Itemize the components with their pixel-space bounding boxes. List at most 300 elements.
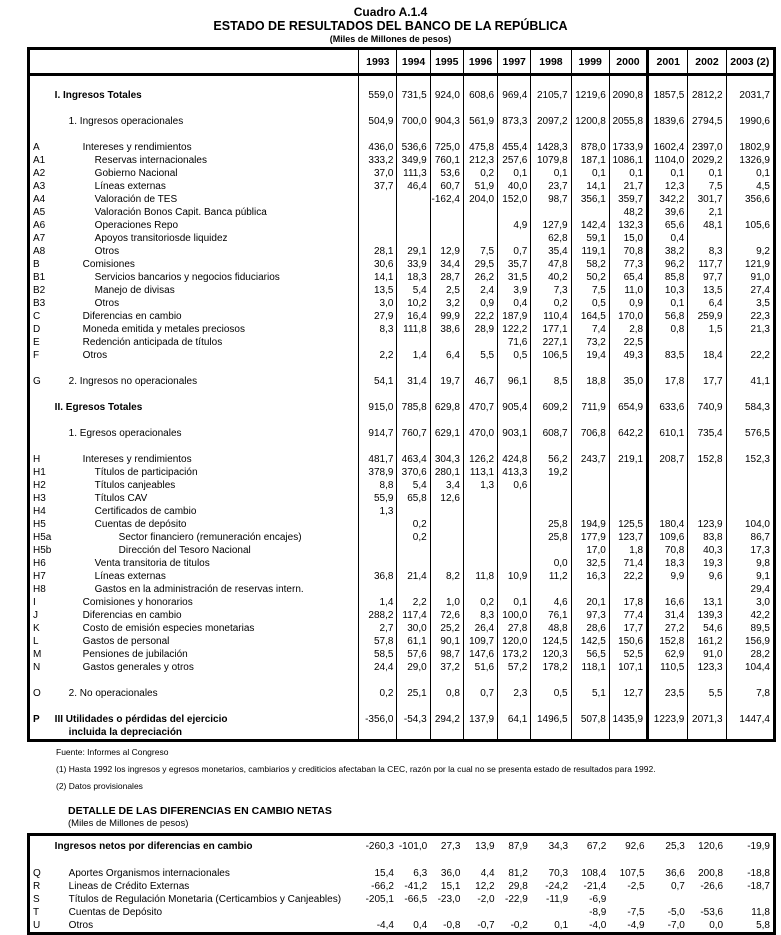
- cell-value: [648, 414, 688, 427]
- cell-value: 62,9: [648, 648, 688, 661]
- cell-value: [648, 492, 688, 505]
- cell-value: [430, 674, 463, 687]
- cell-value: 18,3: [648, 557, 688, 570]
- table-row: [29, 609, 775, 622]
- cell-value: [463, 583, 497, 596]
- cell-value: 36,0: [440, 868, 461, 879]
- row-code: A7: [33, 233, 46, 244]
- cell-value: 725,0: [430, 141, 463, 154]
- cell-value: 48,1: [688, 219, 726, 232]
- cell-value: 504,9: [359, 115, 397, 128]
- cell-value: [571, 466, 609, 479]
- cell-value: 29,5: [463, 258, 497, 271]
- cell-value: 1223,9: [648, 713, 688, 726]
- cell-value: 70,8: [609, 245, 647, 258]
- cell-value: 1435,9: [609, 713, 647, 726]
- cell-value: 0,1: [648, 297, 688, 310]
- cell-value: [430, 362, 463, 375]
- cell-value: [688, 674, 726, 687]
- cell-value: 559,0: [359, 89, 397, 102]
- cell-value: 39,6: [648, 206, 688, 219]
- cell-value: 72,6: [430, 609, 463, 622]
- row-code: [29, 427, 55, 440]
- cell-value: 3,2: [430, 297, 463, 310]
- row-label: Líneas externas: [94, 571, 166, 582]
- cell-value: [688, 128, 726, 141]
- table-row: [29, 583, 775, 596]
- row-label: Pensiones de jubilación: [82, 649, 188, 660]
- cell-value: [726, 674, 774, 687]
- table-row: [29, 232, 775, 245]
- cell-value: 98,7: [531, 193, 571, 206]
- cell-value: 60,7: [430, 180, 463, 193]
- cell-value: 34,3: [548, 841, 569, 852]
- cell-value: 2029,2: [688, 154, 726, 167]
- cell-value: [531, 440, 571, 453]
- cell-value: 48,8: [531, 622, 571, 635]
- table-row: [29, 401, 775, 414]
- table-row: [29, 596, 775, 609]
- cell-value: 96,1: [498, 375, 531, 388]
- row-code: [29, 89, 55, 102]
- cell-value: 109,7: [463, 635, 497, 648]
- cell-value: 1,3: [463, 479, 497, 492]
- cell-value: [609, 466, 647, 479]
- cell-value: 15,1: [440, 881, 461, 892]
- row-code: [29, 854, 55, 867]
- cell-value: [531, 505, 571, 518]
- cell-value: 31,5: [498, 271, 531, 284]
- cell-value: [571, 128, 609, 141]
- cell-value: [609, 674, 647, 687]
- spacer-row: [29, 440, 775, 453]
- cell-value: 124,5: [531, 635, 571, 648]
- row-code: [29, 414, 55, 427]
- cell-value: 55,9: [359, 492, 397, 505]
- cell-value: 0,1: [648, 167, 688, 180]
- cell-value: 873,3: [498, 115, 531, 128]
- cell-value: 301,7: [688, 193, 726, 206]
- cell-value: 0,7: [498, 245, 531, 258]
- cell-value: [648, 466, 688, 479]
- cell-value: 29,4: [726, 583, 774, 596]
- cell-value: -7,5: [627, 907, 645, 918]
- table-row: [29, 453, 775, 466]
- cell-value: 1428,3: [531, 141, 571, 154]
- cell-value: 36,8: [359, 570, 397, 583]
- cell-value: [688, 492, 726, 505]
- table-row: [29, 880, 775, 893]
- cell-value: [726, 102, 774, 115]
- cell-value: 64,1: [498, 713, 531, 726]
- cell-value: 152,8: [648, 635, 688, 648]
- cell-value: 200,8: [698, 868, 724, 879]
- cell-value: 903,1: [498, 427, 531, 440]
- cell-value: 77,4: [609, 609, 647, 622]
- cell-value: 0,2: [531, 297, 571, 310]
- cell-value: 85,8: [648, 271, 688, 284]
- cell-value: 1326,9: [726, 154, 774, 167]
- cell-value: 122,2: [498, 323, 531, 336]
- cell-value: 413,3: [498, 466, 531, 479]
- cell-value: 17,8: [648, 375, 688, 388]
- cell-value: 576,5: [726, 427, 774, 440]
- cell-value: 28,9: [463, 323, 497, 336]
- cell-value: 126,2: [463, 453, 497, 466]
- cell-value: 2,7: [359, 622, 397, 635]
- cell-value: 584,3: [726, 401, 774, 414]
- cell-value: [430, 700, 463, 713]
- row-label: Apoyos transitoriosde liquidez: [94, 233, 228, 244]
- cell-value: 16,3: [571, 570, 609, 583]
- cell-value: 178,2: [531, 661, 571, 674]
- cell-value: [726, 700, 774, 713]
- row-code: R: [33, 881, 41, 892]
- cell-value: 81,2: [508, 868, 528, 879]
- cell-value: [571, 492, 609, 505]
- cell-value: [430, 206, 463, 219]
- row-label: Gastos en la administración de reservas intern.: [94, 584, 304, 595]
- table-row: [29, 115, 775, 128]
- cell-value: 65,4: [609, 271, 647, 284]
- table-row: [29, 154, 775, 167]
- cell-value: 123,9: [688, 518, 726, 531]
- cell-value: [726, 362, 774, 375]
- cell-value: -6,9: [589, 894, 607, 905]
- cell-value: 7,8: [726, 687, 774, 700]
- cell-value: [430, 219, 463, 232]
- row-label: [55, 700, 359, 713]
- cell-value: 5,4: [397, 479, 430, 492]
- cell-value: [498, 700, 531, 713]
- cell-value: 58,2: [571, 258, 609, 271]
- cell-value: 19,7: [430, 375, 463, 388]
- cell-value: [397, 505, 430, 518]
- cell-value: [397, 700, 430, 713]
- cell-value: [531, 362, 571, 375]
- cell-value: 1990,6: [726, 115, 774, 128]
- row-label: Diferencias en cambio: [82, 311, 182, 322]
- cell-value: 370,6: [397, 466, 430, 479]
- cell-value: 187,1: [571, 154, 609, 167]
- row-code: L: [33, 636, 39, 647]
- cell-value: 25,8: [531, 518, 571, 531]
- table-row: [29, 713, 775, 726]
- spacer-row: [29, 362, 775, 375]
- cell-value: [571, 440, 609, 453]
- cell-value: 1,4: [397, 349, 430, 362]
- cell-value: 19,3: [688, 557, 726, 570]
- cell-value: 38,2: [648, 245, 688, 258]
- cell-value: [726, 854, 774, 867]
- cell-value: 735,4: [688, 427, 726, 440]
- cell-value: 0,1: [498, 596, 531, 609]
- cell-value: 40,0: [498, 180, 531, 193]
- cell-value: 633,6: [648, 401, 688, 414]
- cell-value: 117,7: [688, 258, 726, 271]
- cell-value: 259,9: [688, 310, 726, 323]
- cell-value: [430, 440, 463, 453]
- cell-value: [359, 232, 397, 245]
- cell-value: 7,5: [571, 284, 609, 297]
- cell-value: 4,9: [498, 219, 531, 232]
- cell-value: [498, 75, 531, 90]
- cell-value: 32,5: [571, 557, 609, 570]
- cell-value: [531, 128, 571, 141]
- cell-value: 760,1: [430, 154, 463, 167]
- cell-value: [397, 102, 430, 115]
- cell-value: 14,1: [359, 271, 397, 284]
- cell-value: 46,4: [397, 180, 430, 193]
- table-row: [29, 518, 775, 531]
- cell-value: 359,7: [609, 193, 647, 206]
- cell-value: [430, 531, 463, 544]
- cell-value: [648, 583, 688, 596]
- cell-value: 34,4: [430, 258, 463, 271]
- cell-value: [571, 700, 609, 713]
- cell-value: 333,2: [359, 154, 397, 167]
- cell-value: 356,1: [571, 193, 609, 206]
- cell-value: [531, 388, 571, 401]
- cell-value: [498, 726, 531, 741]
- cell-value: [463, 906, 497, 919]
- row-code: H4: [33, 506, 46, 517]
- row-code: P: [33, 714, 40, 725]
- cell-value: 6,3: [413, 868, 428, 879]
- cell-value: [531, 414, 571, 427]
- cell-value: 14,1: [571, 180, 609, 193]
- cell-value: [531, 700, 571, 713]
- cell-value: [359, 336, 397, 349]
- cell-value: 610,1: [648, 427, 688, 440]
- cell-value: 36,6: [665, 868, 685, 879]
- cell-value: 0,7: [670, 881, 685, 892]
- cell-value: [688, 479, 726, 492]
- cell-value: [430, 557, 463, 570]
- cell-value: 5,8: [756, 920, 770, 931]
- row-code: B3: [33, 298, 46, 309]
- cell-value: [609, 414, 647, 427]
- cell-value: 1802,9: [726, 141, 774, 154]
- cell-value: 1857,5: [648, 89, 688, 102]
- row-label: Valoración Bonos Capit. Banca pública: [94, 207, 267, 218]
- cell-value: 969,4: [498, 89, 531, 102]
- cell-value: [648, 479, 688, 492]
- cell-value: [463, 388, 497, 401]
- cell-value: -11,9: [546, 894, 569, 905]
- cell-value: 2055,8: [609, 115, 647, 128]
- cell-value: -5,0: [667, 907, 685, 918]
- cell-value: 161,2: [688, 635, 726, 648]
- cell-value: 1,8: [609, 544, 647, 557]
- cell-value: 561,9: [463, 115, 497, 128]
- cell-value: 0,9: [463, 297, 497, 310]
- cell-value: 180,4: [648, 518, 688, 531]
- cell-value: 0,1: [498, 167, 531, 180]
- cell-value: 89,5: [726, 622, 774, 635]
- cell-value: 27,8: [498, 622, 531, 635]
- cell-value: -0,8: [443, 920, 461, 931]
- spacer-row: [29, 102, 775, 115]
- year-header-1994: 1994: [397, 49, 430, 75]
- row-label: Certificados de cambio: [94, 506, 197, 517]
- cell-value: [498, 492, 531, 505]
- cell-value: 13,5: [688, 284, 726, 297]
- row-label: Venta transitoria de titulos: [94, 558, 210, 569]
- source-note: Fuente: Informes al Congreso: [56, 747, 169, 757]
- year-header-2002: 2002: [688, 49, 726, 75]
- cell-value: 0,1: [571, 167, 609, 180]
- cell-value: 107,5: [619, 868, 645, 879]
- cell-value: 42,2: [726, 609, 774, 622]
- cell-value: [498, 906, 531, 919]
- cell-value: [688, 583, 726, 596]
- cell-value: [397, 440, 430, 453]
- cell-value: 0,1: [726, 167, 774, 180]
- cell-value: [463, 440, 497, 453]
- cell-value: 0,9: [609, 297, 647, 310]
- cell-value: 11,2: [531, 570, 571, 583]
- cell-value: [397, 193, 430, 206]
- cell-value: 98,7: [430, 648, 463, 661]
- cell-value: 0,5: [498, 349, 531, 362]
- cell-value: 65,8: [397, 492, 430, 505]
- cell-value: 904,3: [430, 115, 463, 128]
- cell-value: 10,9: [498, 570, 531, 583]
- cell-value: [498, 674, 531, 687]
- row-label: 1. Egresos operacionales: [68, 428, 182, 439]
- cell-value: 56,5: [571, 648, 609, 661]
- cell-value: [359, 362, 397, 375]
- cell-value: 0,1: [609, 167, 647, 180]
- row-label: Moneda emitida y metales preciosos: [82, 324, 245, 335]
- cell-value: 73,2: [571, 336, 609, 349]
- cell-value: 120,6: [698, 841, 724, 852]
- cell-value: [609, 440, 647, 453]
- cell-value: [397, 362, 430, 375]
- row-label: 2. Ingresos no operacionales: [68, 376, 198, 387]
- cell-value: 25,3: [665, 841, 685, 852]
- table-row: [29, 726, 775, 741]
- cell-value: 2071,3: [688, 713, 726, 726]
- cell-value: [571, 726, 609, 741]
- cell-value: -0,7: [477, 920, 495, 931]
- spacer-row: [29, 414, 775, 427]
- cell-value: 27,3: [440, 841, 461, 852]
- cell-value: 108,4: [581, 868, 607, 879]
- cell-value: [571, 75, 609, 90]
- cell-value: [688, 232, 726, 245]
- cell-value: [397, 854, 430, 867]
- cell-value: 2,1: [688, 206, 726, 219]
- cell-value: 30,6: [359, 258, 397, 271]
- cell-value: 23,7: [531, 180, 571, 193]
- cell-value: [359, 206, 397, 219]
- cell-value: 52,5: [609, 648, 647, 661]
- cell-value: 137,9: [463, 713, 497, 726]
- cell-value: 121,9: [726, 258, 774, 271]
- cell-value: 41,1: [726, 375, 774, 388]
- spacer-row: [29, 388, 775, 401]
- cell-value: [726, 388, 774, 401]
- cell-value: -24,2: [545, 881, 569, 892]
- row-code: H5b: [33, 545, 52, 556]
- unit-label: (Miles de Millones de pesos): [329, 34, 452, 44]
- cell-value: 37,0: [359, 167, 397, 180]
- cell-value: [397, 128, 430, 141]
- cell-value: 152,3: [726, 453, 774, 466]
- cell-value: 22,3: [726, 310, 774, 323]
- cell-value: [648, 336, 688, 349]
- cell-value: 71,4: [609, 557, 647, 570]
- cell-value: 109,6: [648, 531, 688, 544]
- year-header-2000: 2000: [609, 49, 647, 75]
- cell-value: 29,0: [397, 661, 430, 674]
- cell-value: [359, 193, 397, 206]
- cell-value: 40,2: [531, 271, 571, 284]
- cell-value: 28,2: [726, 648, 774, 661]
- cell-value: 65,6: [648, 219, 688, 232]
- row-label: Redención anticipada de títulos: [82, 337, 223, 348]
- year-header-row: [29, 49, 775, 75]
- cell-value: 51,9: [463, 180, 497, 193]
- cell-value: [498, 531, 531, 544]
- year-header-1993: 1993: [359, 49, 397, 75]
- cell-value: [463, 75, 497, 90]
- cell-value: -356,0: [359, 713, 397, 726]
- cell-value: 905,4: [498, 401, 531, 414]
- cell-value: 194,9: [571, 518, 609, 531]
- cell-value: 0,5: [531, 687, 571, 700]
- row-code: A2: [33, 168, 46, 179]
- cell-value: [430, 854, 463, 867]
- cell-value: [571, 505, 609, 518]
- cell-value: 27,9: [359, 310, 397, 323]
- cell-value: [648, 893, 688, 906]
- cell-value: 711,9: [571, 401, 609, 414]
- cell-value: [463, 700, 497, 713]
- row-code: B: [33, 259, 40, 270]
- row-label: Ingresos netos por diferencias en cambio: [54, 841, 253, 852]
- row-code: [29, 440, 55, 453]
- cell-value: 3,0: [359, 297, 397, 310]
- row-code: A4: [33, 194, 46, 205]
- cell-value: [430, 505, 463, 518]
- row-label: Diferencias en cambio: [82, 610, 182, 621]
- cell-value: [498, 544, 531, 557]
- cell-value: 5,5: [463, 349, 497, 362]
- row-code: H3: [33, 493, 46, 504]
- cell-value: -66,5: [404, 894, 428, 905]
- cell-value: 21,3: [726, 323, 774, 336]
- table-row: [29, 867, 775, 880]
- cell-value: 10,3: [648, 284, 688, 297]
- cell-value: 31,4: [397, 375, 430, 388]
- cell-value: [498, 362, 531, 375]
- row-label: Títulos CAV: [94, 493, 148, 504]
- cell-value: 147,6: [463, 648, 497, 661]
- row-label: Otros: [68, 920, 94, 931]
- cell-value: [430, 128, 463, 141]
- table-row: [29, 323, 775, 336]
- cell-value: 119,1: [571, 245, 609, 258]
- label-column-header: [29, 49, 359, 75]
- cell-value: 70,8: [648, 544, 688, 557]
- row-code: [29, 388, 55, 401]
- cell-value: 0,4: [498, 297, 531, 310]
- cell-value: [498, 102, 531, 115]
- cell-value: [688, 362, 726, 375]
